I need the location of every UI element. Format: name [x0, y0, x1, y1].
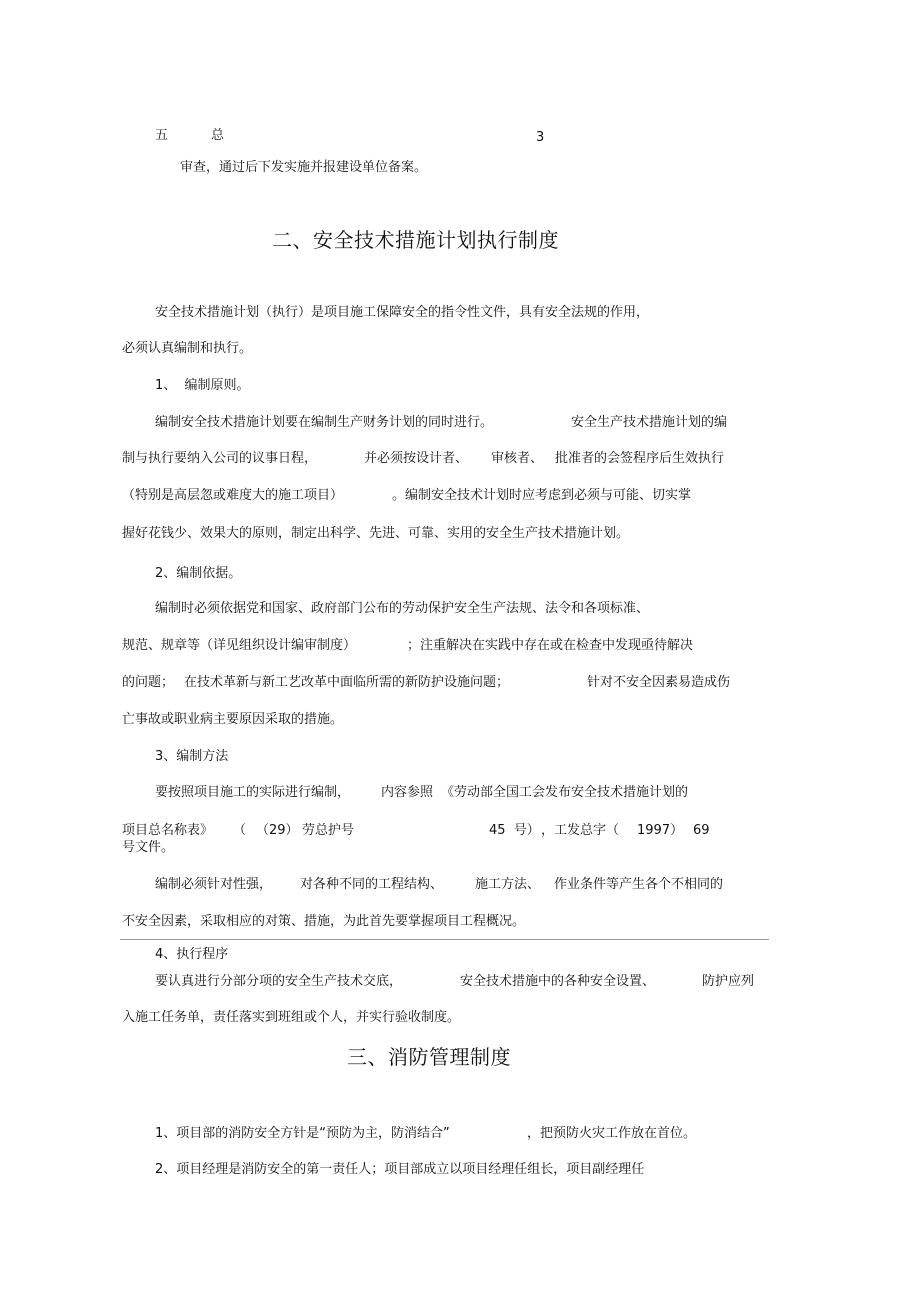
paragraph-text: 安全技术措施中的各种安全设置、 [460, 974, 656, 989]
paragraph-text: 握好花钱少、效果大的原则，制定出科学、先进、可靠、实用的安全生产技术措施计划。 [122, 526, 630, 541]
paragraph-text: 1997） [637, 823, 684, 838]
paragraph-text: 施工方法、 [475, 877, 541, 892]
paragraph-text: 。编制安全技术计划时应考虑到必须与可能、切实掌 [392, 488, 692, 503]
paragraph-text: 批准者的会签程序后生效执行 [555, 451, 725, 466]
paragraph-text: 2、项目经理是消防安全的第一责任人；项目部成立以项目经理任组长，项目副经理任 [155, 1162, 645, 1177]
item-title: 1、 编制原则。 [155, 378, 250, 393]
paragraph-text: 制与执行要纳入公司的议事日程， [122, 451, 318, 466]
paragraph-text: 审核者、 [491, 451, 544, 466]
page-divider [120, 939, 769, 940]
paragraph-text: ；注重解决在实践中存在或在检查中发现亟待解决 [407, 638, 694, 653]
item-title: 4、执行程序 [155, 947, 229, 962]
paragraph-text: 1、项目部的消防安全方针是“预防为主，防消结合” [155, 1126, 450, 1141]
paragraph-text: 编制安全技术措施计划要在编制生产财务计划的同时进行。 [155, 415, 494, 430]
paragraph-text: 安全生产技术措施计划的编 [571, 415, 728, 430]
paragraph-text: 劳总护号 [302, 823, 355, 838]
paragraph-text: 的问题； [122, 675, 175, 690]
paragraph-text: （29） [256, 823, 299, 838]
paragraph-text: ，工发总字（ [541, 823, 620, 838]
paragraph-text: 69 [693, 823, 710, 838]
paragraph-text: 要按照项目施工的实际进行编制， [155, 785, 351, 800]
paragraph-text: 对各种不同的工程结构、 [300, 877, 444, 892]
paragraph-text: （ [233, 823, 247, 838]
section-heading: 三、消防管理制度 [347, 1045, 511, 1069]
paragraph-line: 必须认真编制和执行。 [122, 341, 253, 356]
paragraph-text: 防护应列 [702, 974, 755, 989]
fragment-char-wu: 五 [155, 128, 169, 143]
paragraph-text: 45 号） [489, 823, 540, 838]
paragraph-text: 针对不安全因素易造成伤 [587, 675, 731, 690]
item-title: 2、编制依据。 [155, 566, 242, 581]
paragraph-text: 号文件。 [122, 840, 175, 855]
paragraph-text: 入施工任务单，责任落实到班组或个人，并实行验收制度。 [122, 1010, 461, 1025]
page-number: 3 [536, 130, 545, 145]
paragraph-text: 《劳动部全国工会发布安全技术措施计划的 [441, 785, 689, 800]
paragraph-text: ，把预防火灾工作放在首位。 [527, 1126, 697, 1141]
paragraph-text: 内容参照 [381, 785, 434, 800]
paragraph-text: 项目总名称表》 [122, 823, 214, 838]
paragraph-text: 编制必须针对性强， [155, 877, 273, 892]
item-title: 3、编制方法 [155, 749, 229, 764]
paragraph-text: 规范、规章等（详见组织设计编审制度） [122, 638, 357, 653]
paragraph-text: 并必须按设计者、 [364, 451, 469, 466]
fragment-line: 审查，通过后下发实施并报建设单位备案。 [180, 160, 428, 175]
paragraph-text: 要认真进行分部分项的安全生产技术交底， [155, 974, 403, 989]
fragment-char-zong: 总 [211, 128, 225, 143]
paragraph-line: 安全技术措施计划（执行）是项目施工保障安全的指令性文件，具有安全法规的作用， [155, 305, 650, 320]
paragraph-text: （特别是高层忽或难度大的施工项目） [122, 488, 344, 503]
paragraph-text: 不安全因素，采取相应的对策、措施，为此首先要掌握项目工程概况。 [122, 914, 526, 929]
paragraph-text: 在技术革新与新工艺改革中面临所需的新防护设施问题； [184, 675, 510, 690]
section-heading: 二、安全技术措施计划执行制度 [272, 228, 559, 252]
paragraph-text: 编制时必须依据党和国家、政府部门公布的劳动保护安全生产法规、法令和各项标准、 [155, 601, 650, 616]
paragraph-text: 作业条件等产生各个不相同的 [554, 877, 724, 892]
paragraph-text: 亡事故或职业病主要原因采取的措施。 [122, 712, 344, 727]
